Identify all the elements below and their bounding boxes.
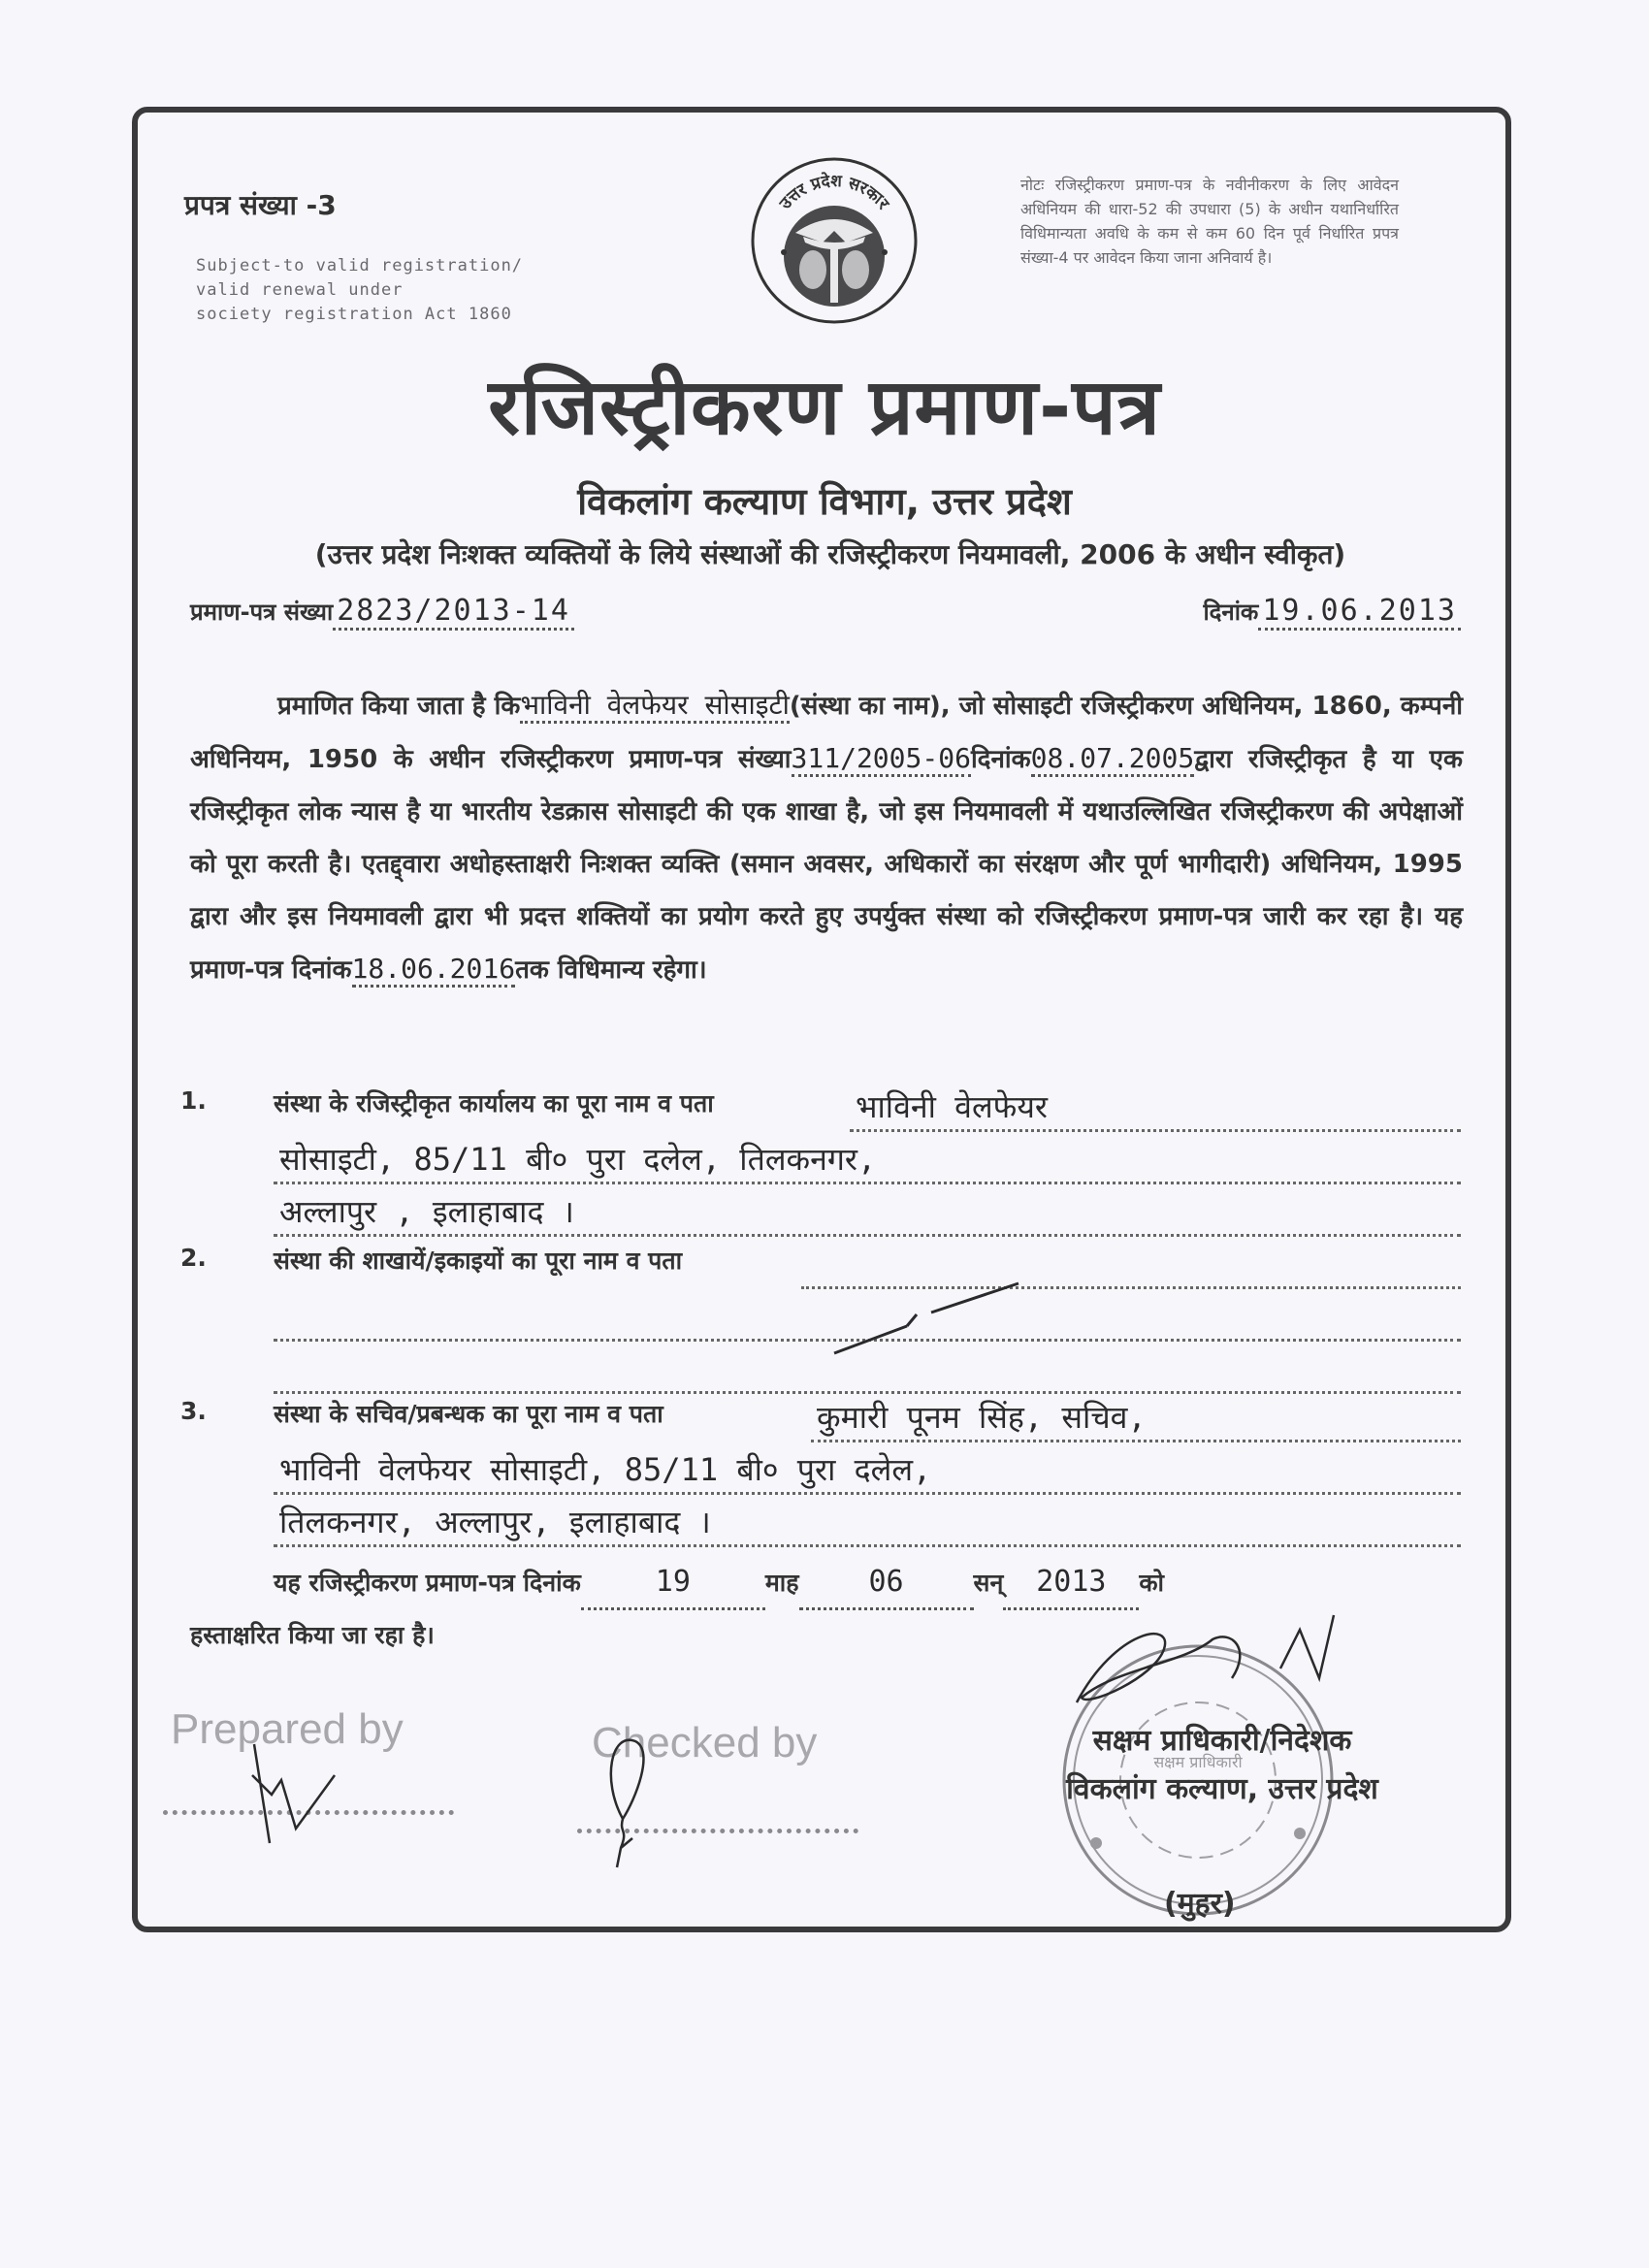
year-label: सन् (973, 1569, 1004, 1597)
item-label: संस्था के सचिव/प्रबन्धक का पूरा नाम व पता (274, 1400, 663, 1428)
item-line (274, 1496, 1461, 1547)
paragraph-text: तक विधिमान्य रहेगा। (515, 956, 707, 985)
item-number: 3. (180, 1397, 207, 1425)
item-line (274, 1133, 1461, 1184)
item-label: संस्था की शाखायें/इकाइयों का पूरा नाम व पता (274, 1247, 683, 1275)
authority-title: सक्षम प्राधिकारी/निदेशक (1092, 1724, 1352, 1758)
up-government-emblem-icon (749, 155, 920, 326)
item-handwritten-text: कुमारी पूनम सिंह, सचिव, (817, 1399, 1147, 1436)
item-line (801, 1238, 1461, 1289)
item-number: 2. (180, 1244, 207, 1272)
item-handwritten-text: भाविनी वेलफेयर (856, 1088, 1048, 1125)
signing-text: हस्ताक्षरित किया जा रहा है। (190, 1621, 435, 1649)
emblem-text: उत्तर प्रदेश सरकार (775, 171, 893, 213)
certificate-date-value: 19.06.2013 (1258, 594, 1461, 631)
signing-text: यह रजिस्ट्रीकरण प्रमाण-पत्र दिनांक (274, 1569, 581, 1597)
subject-note-line: society registration Act 1860 (196, 305, 512, 324)
rules-line: (उत्तर प्रदेश निःशक्त व्यक्तियों के लिये संस्थाओं की रजिस्ट्रीकरण नियमावली, 2006 के अधीन स्वीकृत) (314, 538, 1346, 570)
signing-text: को (1139, 1569, 1165, 1597)
department-name: विकलांग कल्याण विभाग, उत्तर प्रदेश (577, 480, 1072, 523)
authority-department: विकलांग कल्याण, उत्तर प्रदेश (1066, 1772, 1378, 1806)
prepared-by-signature-icon (242, 1736, 378, 1853)
item-branches (180, 1244, 1461, 1389)
paragraph-text: प्रमाणित किया जाता है कि (277, 692, 521, 721)
item-handwritten-text: सोसाइटी, 85/11 बी० पुरा दलेल, तिलकनगर, (279, 1141, 877, 1178)
item-registered-office (180, 1086, 1461, 1251)
subject-note-line: valid renewal under (196, 280, 404, 300)
registration-number: 311/2005-06 (792, 742, 971, 777)
paragraph-text: (संस्था का नाम), जो सोसाइटी रजिस्ट्रीकरण अधिनियम, 1860, कम्पनी अधिनियम, 1950 के अधीन रजिस्ट्रीकरण प्रमाण-पत्र संख्या (190, 692, 1463, 774)
paragraph-text: द्वारा रजिस्ट्रीकृत है या एक रजिस्ट्रीकृत लोक न्यास है या भारतीय रेडक्रास सोसाइटी की एक शाखा है, जो इस नियमावली में यथाउल्लिखित रजिस्ट्रीकरण की अपेक्षाओं को पूरा करती है। एतद्द्वारा अधोहस्ताक्षरी निःशक्त व्यक्ति (समान अवसर, अधिकारों का संरक्षण और पूर्ण भागीदारी) अधिनियम, 1995 द्वारा और इस नियमावली द्वारा भी प्रदत्त शक्तियों का प्रयोग करते हुए उपर्युक्त संस्था को रजिस्ट्रीकरण प्रमाण-पत्र जारी कर रहा है। यह प्रमाण-पत्र दिनांक (190, 745, 1463, 985)
certificate-date (1203, 594, 1461, 628)
item-handwritten-text: तिलकनगर, अल्लापुर, इलाहाबाद । (279, 1504, 711, 1540)
strike-mark-icon (824, 1285, 1116, 1363)
subject-note-line: Subject-to valid registration/ (196, 256, 524, 275)
signing-month: 06 (799, 1557, 974, 1610)
signing-year: 2013 (1003, 1557, 1139, 1610)
certificate-title: रजिस्ट्रीकरण प्रमाण-पत्र (488, 362, 1161, 452)
subject-note (196, 254, 523, 327)
certificate-number-row (190, 594, 1461, 628)
organisation-name: भाविनी वेलफेयर सोसाइटी (520, 689, 790, 724)
item-line (811, 1391, 1461, 1442)
certification-paragraph (190, 679, 1463, 996)
item-line (274, 1185, 1461, 1237)
registration-date: 08.07.2005 (1031, 742, 1195, 777)
checked-by-label: Checked by (592, 1719, 818, 1766)
renewal-note: नोटः रजिस्ट्रीकरण प्रमाण-पत्र के नवीनीकरण के लिए आवेदन अधिनियम की धारा-52 की उपधारा (5) के अधीन यथानिर्धारित विधिमान्यता अवधि के कम से कम 60 दिन पूर्व निर्धारित प्रपत्र संख्या-4 पर आवेदन किया जाना अनिवार्य है। (1020, 176, 1399, 267)
certificate-number-value: 2823/2013-14 (333, 594, 574, 631)
item-label: संस्था के रजिस्ट्रीकृत कार्यालय का पूरा नाम व पता (274, 1089, 714, 1118)
seal-inner-text: सक्षम प्राधिकारी (1153, 1753, 1243, 1771)
item-handwritten-text: भाविनी वेलफेयर सोसाइटी, 85/11 बी० पुरा दलेल, (279, 1451, 932, 1488)
month-label: माह (764, 1569, 799, 1597)
item-handwritten-text: अल्लापुर , इलाहाबाद । (279, 1193, 574, 1230)
prepared-by-label: Prepared by (171, 1705, 404, 1753)
paragraph-text: दिनांक (970, 745, 1031, 774)
item-secretary (180, 1397, 1461, 1562)
checked-by-signature-icon (582, 1722, 698, 1877)
seal-label: (मुहर) (1164, 1887, 1236, 1921)
valid-until-date: 18.06.2016 (352, 953, 516, 988)
form-number: प्रपत्र संख्या -3 (184, 189, 337, 221)
item-line (850, 1081, 1461, 1132)
authority-block (980, 1717, 1465, 1814)
item-number: 1. (180, 1086, 207, 1115)
item-line (274, 1443, 1461, 1495)
certificate-date-label: दिनांक (1203, 599, 1259, 626)
signing-day: 19 (581, 1557, 765, 1610)
certificate-number-label: प्रमाण-पत्र संख्या (190, 599, 334, 626)
